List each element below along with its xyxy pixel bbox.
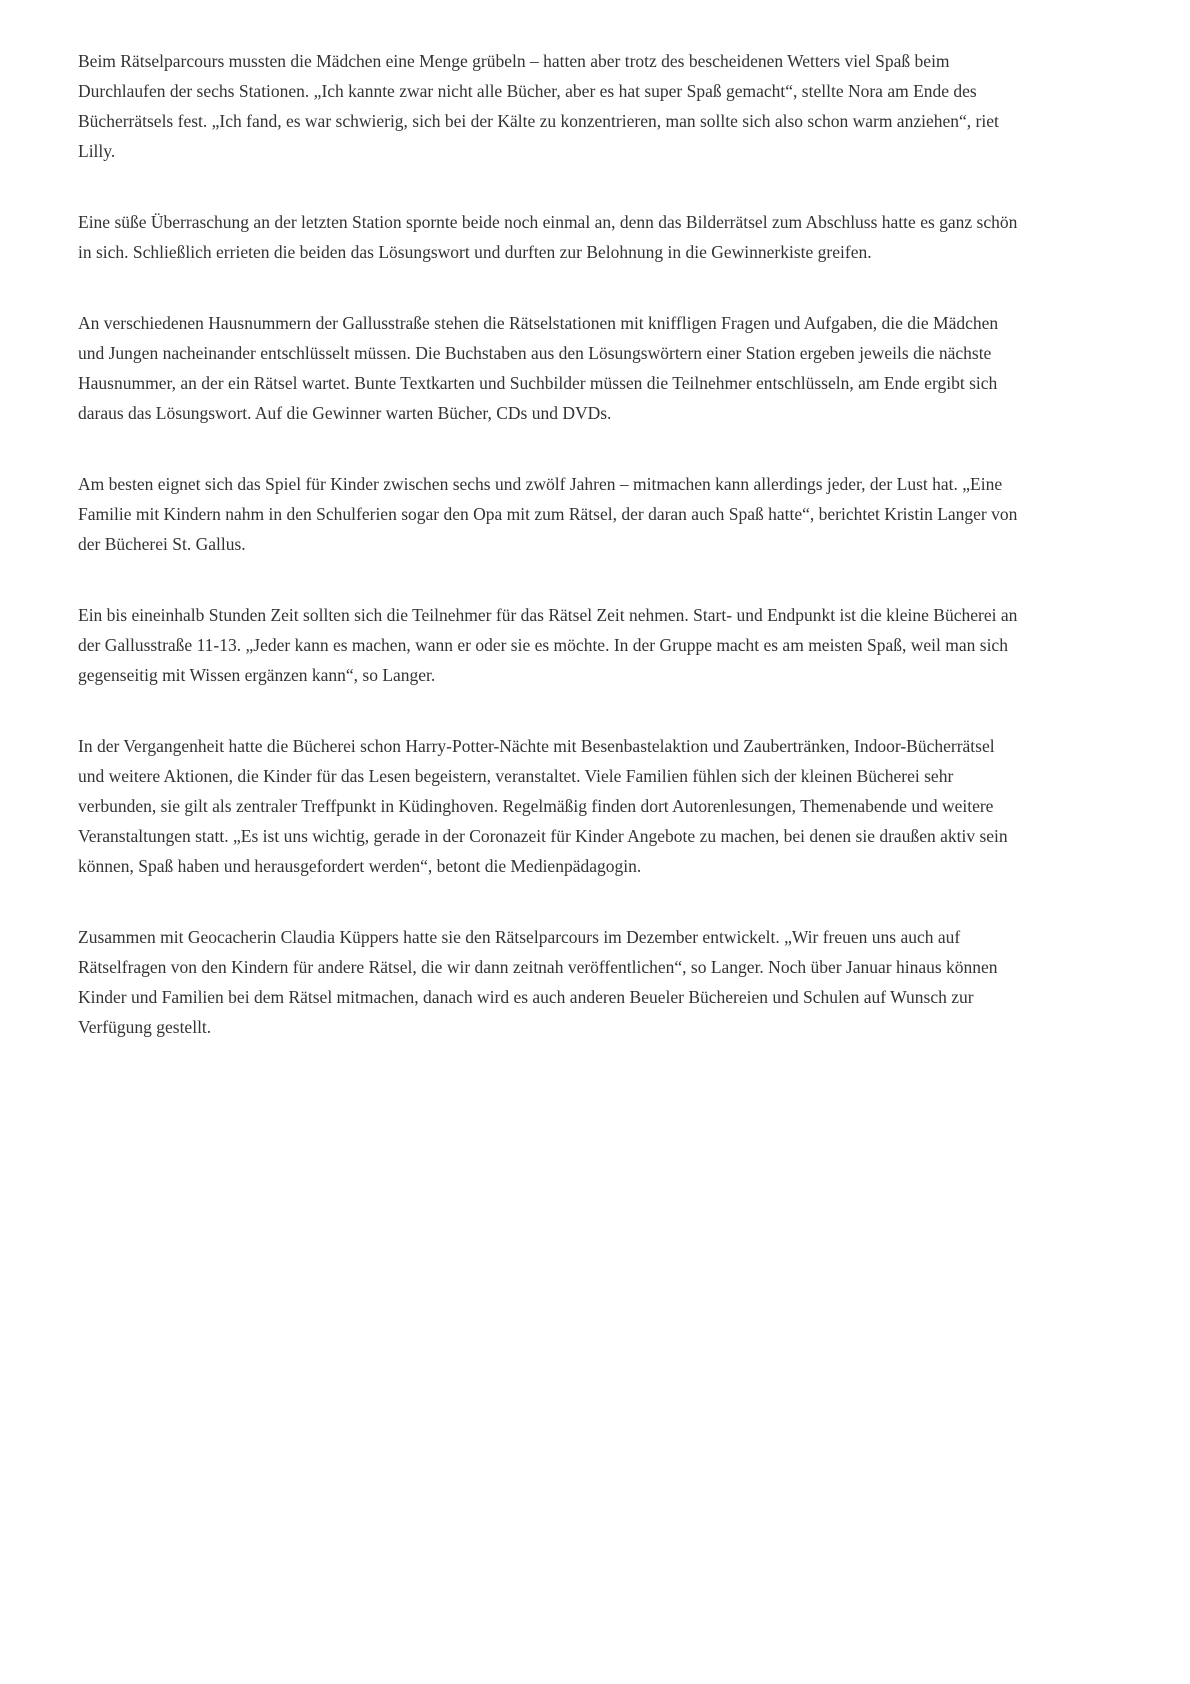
paragraph: In der Vergangenheit hatte die Bücherei schon Harry-Potter-Nächte mit Besenbastelaktion und Zaubertränken, Indoor-Bücherrätsel und weitere Aktionen, die Kinder für das Lesen begeistern, veranstaltet. Viele Familien fühlen sich der kleinen Bücherei sehr verbunden, sie gilt als zentraler Treffpunkt in Küdinghoven. Regelmäßig finden dort Autorenlesungen, Themenabende und weitere Veranstaltungen statt. „Es ist uns wichtig, gerade in der Coronazeit für Kinder Angebote zu machen, bei denen sie draußen aktiv sein können, Spaß haben und herausgefordert werden“, betont die Medienpädagogin. [78, 736, 1008, 876]
paragraph: Ein bis eineinhalb Stunden Zeit sollten sich die Teilnehmer für das Rätsel Zeit nehmen. Start- und Endpunkt ist die kleine Bücherei an der Gallusstraße 11-13. „Jeder kann es machen, wann er oder sie es möchte. In der Gruppe macht es am meisten Spaß, weil man sich gegenseitig mit Wissen ergänzen kann“, so Langer. [78, 605, 1018, 685]
paragraph: Am besten eignet sich das Spiel für Kinder zwischen sechs und zwölf Jahren – mitmachen kann allerdings jeder, der Lust hat. „Eine Familie mit Kindern nahm in den Schulferien sogar den Opa mit zum Rätsel, der daran auch Spaß hatte“, berichtet Kristin Langer von der Bücherei St. Gallus. [78, 474, 1018, 554]
paragraph: Beim Rätselparcours mussten die Mädchen eine Menge grübeln – hatten aber trotz des bescheidenen Wetters viel Spaß beim Durchlaufen der sechs Stationen. „Ich kannte zwar nicht alle Bücher, aber es hat super Spaß gemacht“, stellte Nora am Ende des Bücherrätsels fest. „Ich fand, es war schwierig, sich bei der Kälte zu konzentrieren, man sollte sich also schon warm anziehen“, riet Lilly. [78, 51, 999, 161]
paragraph: Zusammen mit Geocacherin Claudia Küppers hatte sie den Rätselparcours im Dezember entwickelt. „Wir freuen uns auch auf Rätselfragen von den Kindern für andere Rätsel, die wir dann zeitnah veröffentlichen“, so Langer. Noch über Januar hinaus können Kinder und Familien bei dem Rätsel mitmachen, danach wird es auch anderen Beueler Büchereien und Schulen auf Wunsch zur Verfügung gestellt. [78, 927, 998, 1037]
article-body [78, 46, 1022, 1042]
paragraph: Eine süße Überraschung an der letzten Station spornte beide noch einmal an, denn das Bilderrätsel zum Abschluss hatte es ganz schön in sich. Schließlich errieten die beiden das Lösungswort und durften zur Belohnung in die Gewinnerkiste greifen. [78, 212, 1018, 262]
paragraph: An verschiedenen Hausnummern der Gallusstraße stehen die Rätselstationen mit kniffligen Fragen und Aufgaben, die die Mädchen und Jungen nacheinander entschlüsselt müssen. Die Buchstaben aus den Lösungswörtern einer Station ergeben jeweils die nächste Hausnummer, an der ein Rätsel wartet. Bunte Textkarten und Suchbilder müssen die Teilnehmer entschlüsseln, am Ende ergibt sich daraus das Lösungswort. Auf die Gewinner warten Bücher, CDs und DVDs. [78, 313, 999, 423]
